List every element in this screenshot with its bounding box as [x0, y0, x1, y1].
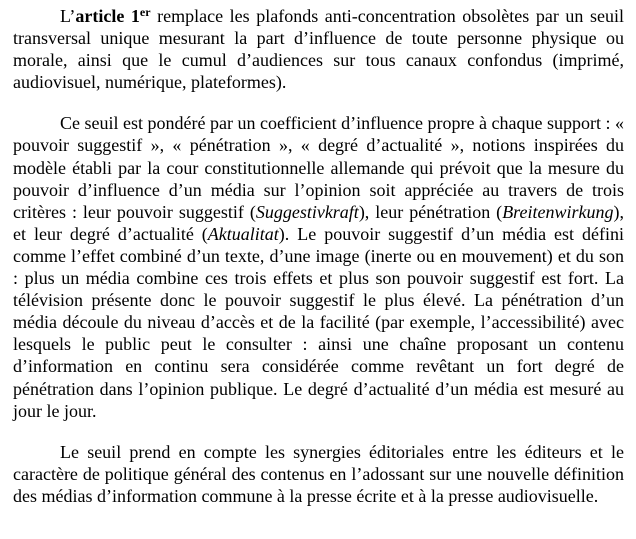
p1-prefix: L’ [60, 6, 76, 26]
paragraph-synergies [13, 441, 624, 507]
article-reference [75, 6, 150, 26]
term-suggestivkraft: Suggestivkraft [255, 201, 359, 222]
p3-text: Le seuil prend en compte les synergies éditoriales entre les éditeurs et le caractère de politique général des contenus en l’adossant sur une nouvelle définition des médias d’information commune à la presse écrite et à la presse audiovisuelle. [13, 441, 624, 506]
document-page [13, 5, 624, 507]
p2-text-2: ), leur pénétration ( [358, 201, 503, 222]
article-word: article 1 [75, 6, 140, 26]
p2-text-4: ). Le pouvoir suggestif d’un média est défini comme l’effet combiné d’un texte, d’une image (inerte ou en mouvement) et du son : plus un média combine ces trois effets et plus son pouvoir suggestif est fort. La télévision présente donc le pouvoir suggestif le plus élevé. La pénétration d’un média découle du niveau d’accès et de la facilité (par exemple, l’accessibilité) avec lesquels le public peut le consulter : ainsi une chaîne proposant un contenu d’information en continu sera considérée comme revêtant un fort degré de pénétration dans l’opinion publique. Le degré d’actualité d’un média est mesuré au jour le jour. [13, 223, 624, 421]
term-aktualitat: Aktualitat [207, 223, 279, 244]
paragraph-seuil-pondere [13, 112, 624, 421]
paragraph-article-1 [13, 5, 624, 93]
term-breitenwirkung: Breitenwirkung [502, 201, 614, 222]
p2-text-1: Ce seuil est pondéré par un coefficient d’influence propre à chaque support : « pouvoir suggestif », « pénétration », « degré d’actualité », notions inspirées du modèle établi par la cour constitutionnelle allemande qui prévoit que la mesure du pouvoir d’influence d’un média sur l’opinion soit appréciée au travers de trois critères : leur pouvoir suggestif ( [13, 113, 624, 222]
article-ordinal: er [139, 5, 151, 19]
p2-text-3: ), et leur degré d’actualité ( [13, 201, 625, 244]
p1-rest: remplace les plafonds anti-concentration obsolètes par un seuil transversal unique mesurant la part d’influence de toute personne physique ou morale, ainsi que le cumul d’audiences sur tous canaux confondus (imprimé, audiovisuel, numérique, plateformes). [13, 6, 624, 93]
